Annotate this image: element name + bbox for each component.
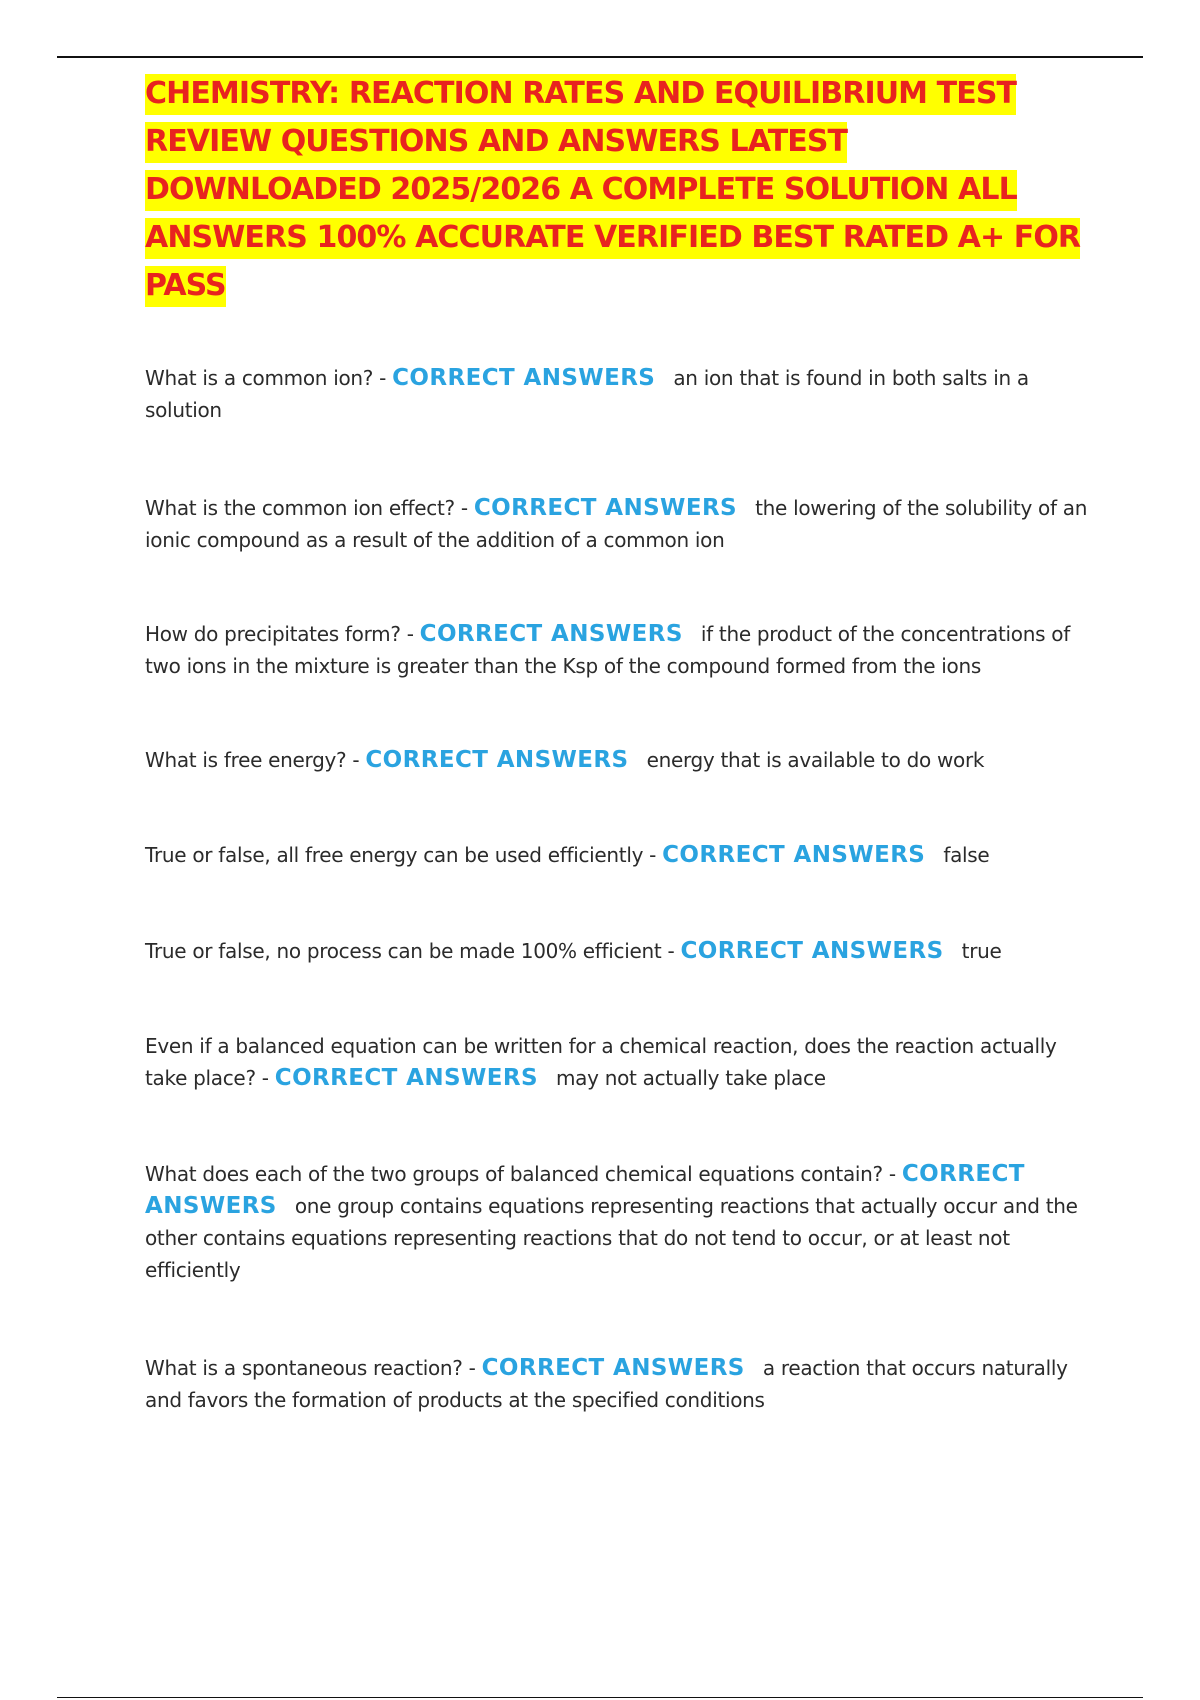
answer-text: true (961, 939, 1002, 963)
qa-item (145, 1030, 1090, 1094)
question-text: What is free energy? - (145, 748, 360, 772)
question-text: What is a common ion? - (145, 366, 387, 390)
qa-item (145, 744, 1090, 776)
correct-answers-tag: CORRECT ANSWERS (145, 1161, 1025, 1219)
question-text: What does each of the two groups of balanced chemical equations contain? - (145, 1162, 896, 1186)
qa-item (145, 618, 1090, 682)
question-text: True or false, all free energy can be used efficiently - (145, 843, 657, 867)
answer-text: if the product of the concentrations of two ions in the mixture is greater than the Ksp of the compound formed from the ions (145, 622, 1070, 678)
correct-answers-tag: CORRECT ANSWERS (662, 842, 926, 868)
correct-answers-tag: CORRECT ANSWERS (473, 495, 738, 521)
question-text: True or false, no process can be made 100% efficient - (145, 939, 675, 963)
answer-text: a reaction that occurs naturally and favors the formation of products at the specified conditions (145, 1356, 1068, 1412)
document-title (145, 70, 1090, 310)
document-title-highlight: CHEMISTRY: REACTION RATES AND EQUILIBRIUM TEST REVIEW QUESTIONS AND ANSWERS LATEST DOWNLOADED 2025/2026 A COMPLETE SOLUTION ALL ANSWERS 100% ACCURATE VERIFIED BEST RATED A+ FOR PASS (145, 74, 1080, 307)
question-text: What is the common ion effect? - (145, 496, 468, 520)
correct-answers-tag: CORRECT ANSWERS (419, 621, 683, 647)
answer-text: may not actually take place (555, 1066, 826, 1090)
correct-answers-tag: CORRECT ANSWERS (365, 747, 629, 773)
answer-text: false (943, 843, 990, 867)
answer-text: energy that is available to do work (646, 748, 985, 772)
question-text: How do precipitates form? - (145, 622, 414, 646)
document-body (145, 70, 1090, 1416)
bottom-rule (57, 1697, 1143, 1698)
correct-answers-tag: CORRECT ANSWERS (481, 1355, 745, 1381)
correct-answers-tag: CORRECT ANSWERS (274, 1065, 538, 1091)
question-text: Even if a balanced equation can be written for a chemical reaction, does the reaction actually take place? - (145, 1034, 1057, 1090)
qa-item (145, 935, 1090, 967)
qa-list (145, 362, 1090, 1416)
correct-answers-tag: CORRECT ANSWERS (392, 365, 656, 391)
qa-item (145, 492, 1090, 556)
top-rule (57, 56, 1143, 58)
qa-item (145, 362, 1090, 426)
correct-answers-tag: CORRECT ANSWERS (680, 938, 944, 964)
answer-text: an ion that is found in both salts in a solution (145, 366, 1029, 422)
question-text: What is a spontaneous reaction? - (145, 1356, 476, 1380)
answer-text: one group contains equations representing reactions that actually occur and the other contains equations representing reactions that do not tend to occur, or at least not efficiently (145, 1194, 1078, 1282)
qa-item (145, 839, 1090, 871)
qa-item (145, 1352, 1090, 1416)
answer-text: the lowering of the solubility of an ionic compound as a result of the addition of a common ion (145, 496, 1088, 552)
qa-item (145, 1158, 1090, 1286)
